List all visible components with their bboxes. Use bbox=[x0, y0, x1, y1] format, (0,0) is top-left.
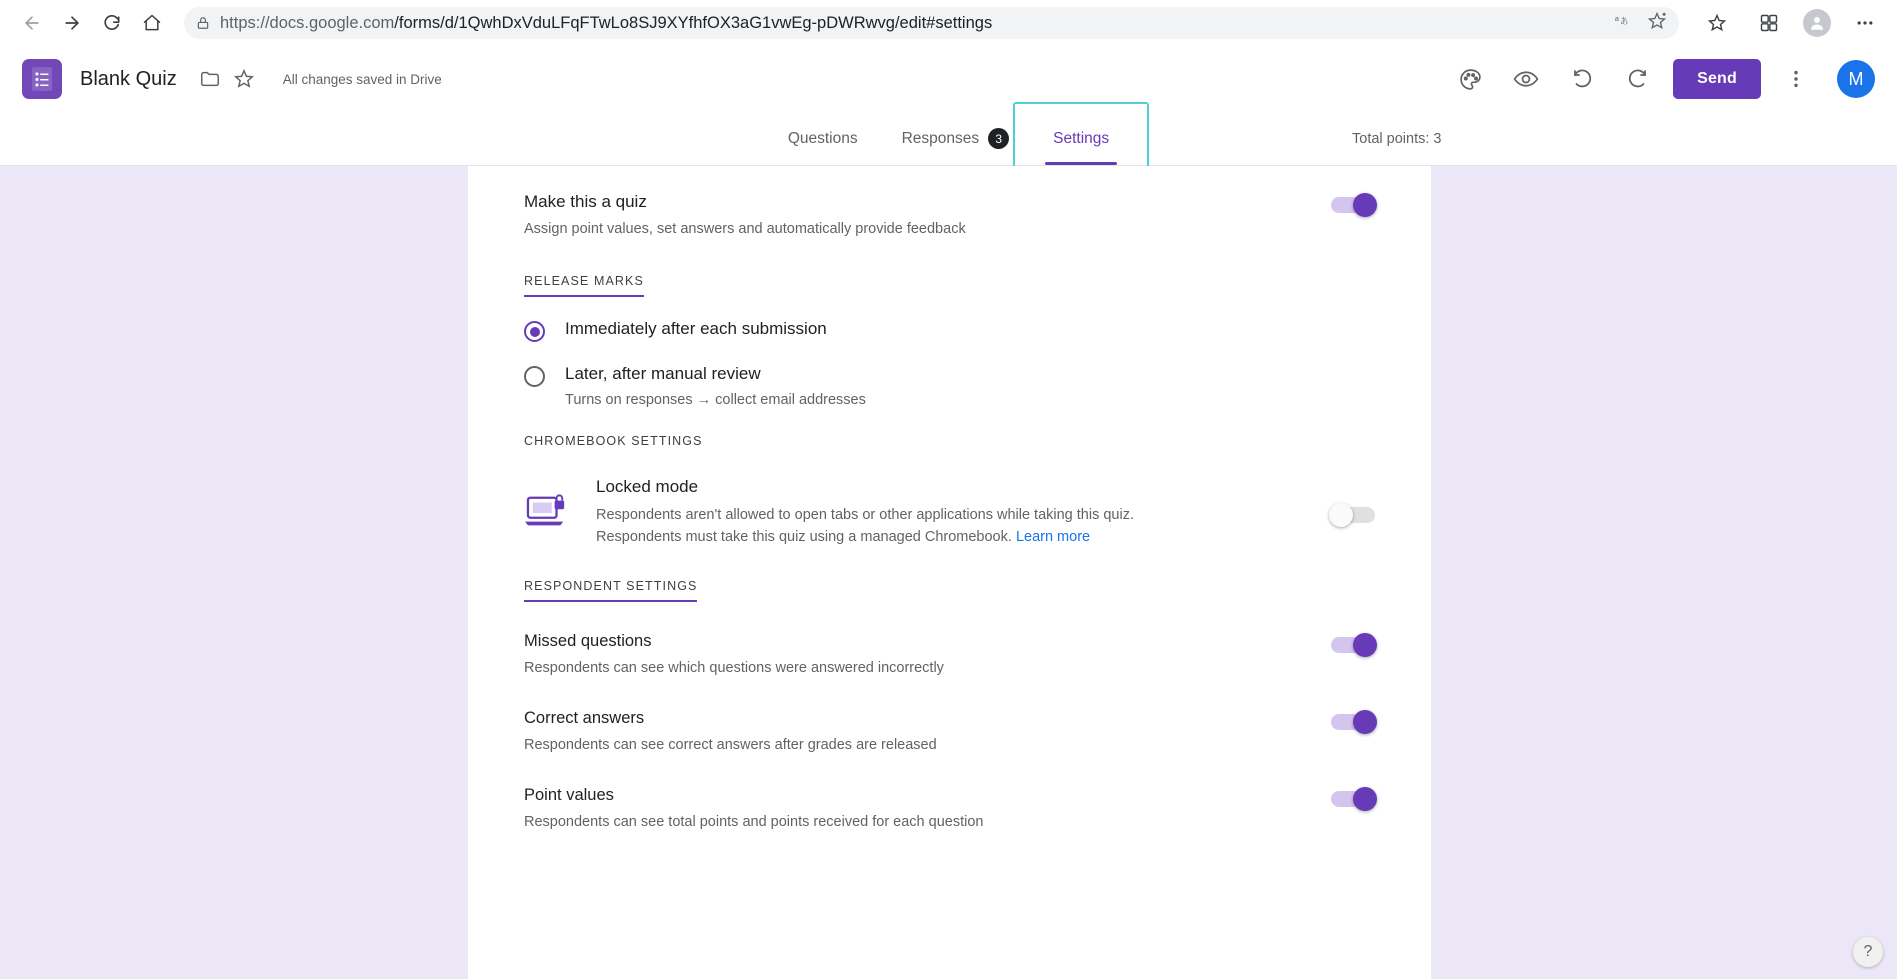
url-host: docs.google.com bbox=[269, 13, 395, 32]
missed-questions-toggle[interactable] bbox=[1331, 637, 1375, 653]
locked-mode-row bbox=[524, 477, 1375, 549]
google-forms-icon[interactable] bbox=[22, 59, 62, 99]
release-option-later[interactable] bbox=[524, 364, 1375, 408]
correct-answers-row bbox=[524, 709, 1375, 756]
browser-more-icon[interactable] bbox=[1847, 5, 1883, 41]
url-path: /forms/d/1QwhDxVduLFqFTwLo8SJ9XYfhfOX3aG1vwEg-pDWRwvg/edit#settings bbox=[394, 13, 993, 32]
url-text bbox=[220, 14, 1603, 33]
forms-header bbox=[0, 46, 1897, 112]
chromebook-settings-heading: CHROMEBOOK SETTINGS bbox=[524, 434, 703, 449]
make-quiz-row bbox=[524, 186, 1375, 240]
save-status: All changes saved in Drive bbox=[282, 71, 442, 87]
missed-questions-title: Missed questions bbox=[524, 631, 652, 650]
settings-card bbox=[468, 166, 1431, 979]
tab-responses-label: Responses bbox=[901, 129, 980, 147]
translate-icon[interactable] bbox=[1613, 12, 1633, 35]
more-vertical-icon[interactable] bbox=[1775, 58, 1817, 100]
tab-questions-label: Questions bbox=[787, 129, 858, 147]
radio-immediately[interactable] bbox=[524, 321, 545, 342]
settings-page bbox=[0, 166, 1897, 979]
lock-icon bbox=[196, 16, 210, 30]
browser-reload-button[interactable] bbox=[94, 5, 130, 41]
address-bar[interactable] bbox=[184, 7, 1679, 39]
send-button[interactable]: Send bbox=[1673, 59, 1761, 99]
locked-mode-description: Respondents aren't allowed to open tabs or other applications while taking this quiz. Respondents must take this quiz using a managed Chromebook. bbox=[596, 507, 1134, 545]
palette-icon[interactable] bbox=[1449, 58, 1491, 100]
learn-more-link[interactable]: Learn more bbox=[1015, 528, 1091, 545]
release-marks-heading: RELEASE MARKS bbox=[524, 274, 644, 297]
make-quiz-title: Make this a quiz bbox=[524, 192, 647, 211]
star-outline-icon[interactable] bbox=[227, 62, 261, 96]
document-title[interactable]: Blank Quiz bbox=[80, 67, 177, 90]
browser-back-button[interactable] bbox=[14, 5, 50, 41]
correct-answers-title: Correct answers bbox=[524, 708, 645, 727]
radio-later-sub: Turns on responses → collect email addresses bbox=[565, 392, 866, 409]
redo-icon[interactable] bbox=[1617, 58, 1659, 100]
correct-answers-sub: Respondents can see correct answers after grades are released bbox=[524, 736, 937, 753]
radio-later-label: Later, after manual review bbox=[565, 364, 761, 384]
missed-questions-sub: Respondents can see which questions were answered incorrectly bbox=[524, 659, 944, 676]
point-values-sub: Respondents can see total points and points received for each question bbox=[524, 813, 984, 830]
total-points-label: Total points: 3 bbox=[1352, 130, 1442, 147]
missed-questions-row bbox=[524, 632, 1375, 679]
locked-mode-toggle[interactable] bbox=[1331, 507, 1375, 523]
help-button[interactable]: ? bbox=[1853, 937, 1883, 967]
url-prefix: https:// bbox=[220, 13, 270, 32]
point-values-toggle[interactable] bbox=[1331, 791, 1375, 807]
point-values-title: Point values bbox=[524, 785, 614, 804]
make-quiz-toggle[interactable] bbox=[1331, 197, 1375, 213]
make-quiz-subtitle: Assign point values, set answers and automatically provide feedback bbox=[524, 221, 966, 237]
collections-icon[interactable] bbox=[1699, 5, 1735, 41]
account-avatar[interactable]: M bbox=[1837, 60, 1875, 98]
undo-icon[interactable] bbox=[1561, 58, 1603, 100]
browser-home-button[interactable] bbox=[134, 5, 170, 41]
folder-move-icon[interactable] bbox=[193, 62, 227, 96]
radio-immediately-label: Immediately after each submission bbox=[565, 319, 827, 339]
tab-settings-label: Settings bbox=[1053, 129, 1110, 147]
respondent-settings-heading: RESPONDENT SETTINGS bbox=[524, 579, 697, 602]
tab-questions[interactable] bbox=[766, 112, 880, 165]
eye-preview-icon[interactable] bbox=[1505, 58, 1547, 100]
tab-settings[interactable] bbox=[1031, 112, 1131, 165]
form-tabs bbox=[0, 112, 1897, 166]
browser-forward-button[interactable] bbox=[54, 5, 90, 41]
svg-text:あ: あ bbox=[1620, 16, 1629, 26]
correct-answers-toggle[interactable] bbox=[1331, 714, 1375, 730]
browser-toolbar bbox=[0, 0, 1897, 46]
tab-responses[interactable] bbox=[880, 112, 1032, 165]
svg-text:a: a bbox=[1614, 13, 1619, 23]
locked-chromebook-icon bbox=[524, 493, 570, 538]
point-values-row bbox=[524, 786, 1375, 833]
release-option-immediately[interactable] bbox=[524, 319, 1375, 342]
star-add-icon[interactable] bbox=[1647, 11, 1667, 36]
profile-avatar[interactable] bbox=[1803, 9, 1831, 37]
radio-later[interactable] bbox=[524, 366, 545, 387]
extensions-icon[interactable] bbox=[1751, 5, 1787, 41]
responses-count-badge: 3 bbox=[988, 128, 1009, 149]
locked-mode-title: Locked mode bbox=[596, 477, 699, 497]
